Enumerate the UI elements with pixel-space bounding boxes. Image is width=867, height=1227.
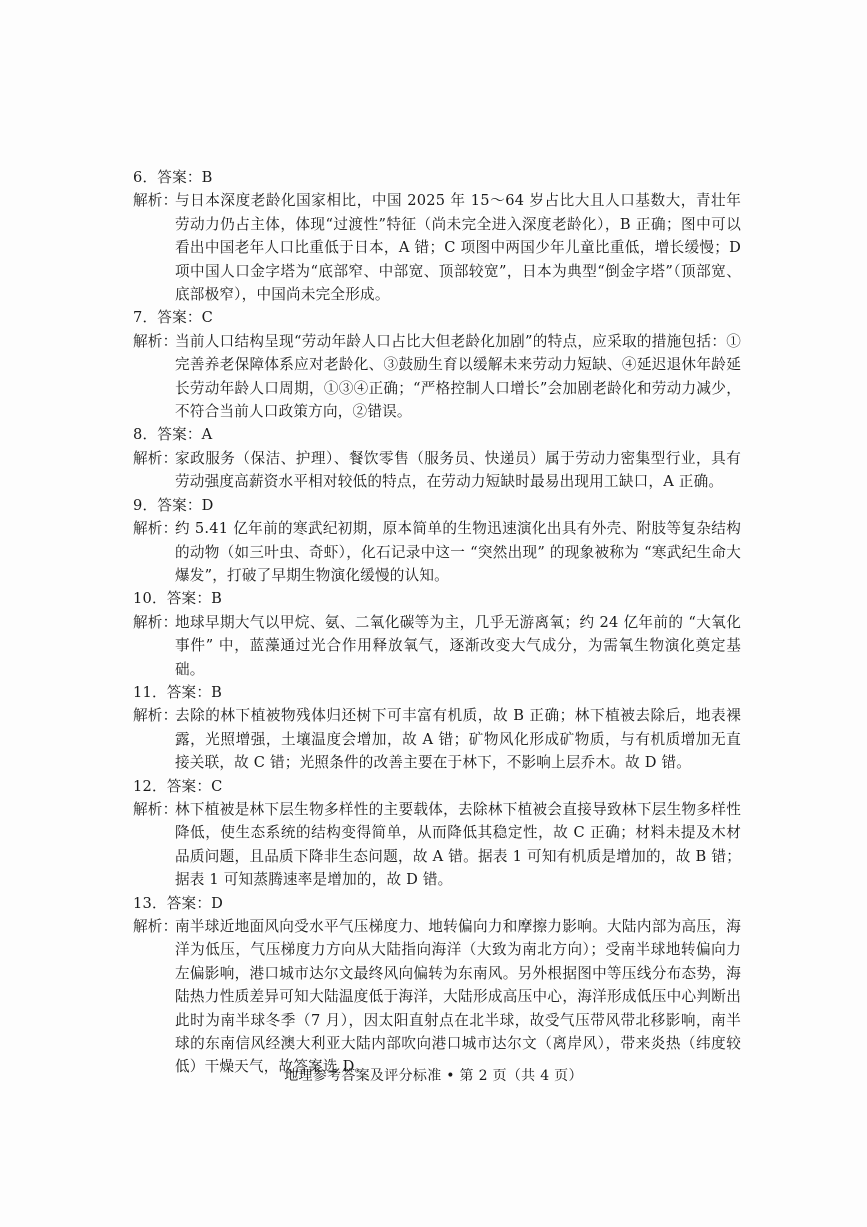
explanation — [133, 330, 741, 424]
answer-item — [133, 166, 741, 306]
explanation-text: 去除的林下植被物残体归还树下可丰富有机质，故 B 正确；林下植被去除后，地表裸露，光照增强，土壤温度会增加，故 A 错；矿物风化形成矿物质，与有机质增加无直接关联，故 C 错；光照条件的改善主要在于林下，不影响上层乔木。故 D 错。 — [175, 707, 741, 772]
answer-key: 9．答案：D — [133, 496, 214, 514]
explanation-text: 当前人口结构呈现“劳动年龄人口占比大但老龄化加剧”的特点，应采取的措施包括：①完善养老保障体系应对老龄化、③鼓励生育以缓解未来劳动力短缺、④延迟退休年龄延长劳动年龄人口周期，①③④正确；“严格控制人口增长”会加剧老龄化和劳动力减少，不符合当前人口政策方向，②错误。 — [175, 332, 741, 421]
answer-item — [133, 494, 741, 588]
answer-key: 11．答案：B — [133, 683, 223, 701]
explanation-label: 解析： — [133, 449, 178, 467]
explanation — [133, 517, 741, 587]
explanation — [133, 915, 741, 1079]
explanation — [133, 798, 741, 892]
explanation-label: 解析： — [133, 192, 178, 210]
answer-item — [133, 587, 741, 681]
explanation-label: 解析： — [133, 800, 178, 818]
explanation — [133, 189, 741, 306]
explanation-text: 约 5.41 亿年前的寒武纪初期，原本简单的生物迅速演化出具有外壳、附肢等复杂结构的动物（如三叶虫、奇虾），化石记录中这一 “突然出现” 的现象被称为 “寒武纪生命大爆发”，打破了早期生物演化缓慢的认知。 — [175, 520, 741, 584]
answer-item — [133, 423, 741, 493]
answer-key: 8．答案：A — [133, 426, 213, 444]
explanation-label: 解析： — [133, 332, 178, 350]
answer-item — [133, 306, 741, 423]
explanation-text: 地球早期大气以甲烷、氨、二氧化碳等为主，几乎无游离氧；约 24 亿年前的 “大氧化事件” 中，蓝藻通过光合作用释放氧气，逐渐改变大气成分，为需氧生物演化奠定基础。 — [175, 613, 741, 678]
explanation-text: 与日本深度老龄化国家相比，中国 2025 年 15～64 岁占比大且人口基数大，青壮年劳动力仍占主体，体现“过渡性”特征（尚未完全进入深度老龄化），B 正确；图中可以看出中国老年人口比重低于日本，A 错；C 项图中两国少年儿童比重低，增长缓慢；D 项中国人口金字塔为“底部窄、中部宽、顶部较宽”，日本为典型“倒金字塔”（顶部宽、底部极窄），中国尚未完全形成。 — [175, 192, 741, 304]
explanation — [133, 704, 741, 774]
page-footer: 地理参考答案及评分标准 • 第 2 页（共 4 页） — [284, 1068, 583, 1084]
answer-list — [133, 166, 741, 1079]
answer-key: 13．答案：D — [133, 894, 224, 912]
explanation-text: 南半球近地面风向受水平气压梯度力、地转偏向力和摩擦力影响。大陆内部为高压，海洋为低压，气压梯度力方向从大陆指向海洋（大致为南北方向）；受南半球地转偏向力左偏影响，港口城市达尔文最终风向偏转为东南风。另外根据图中等压线分布态势，海陆热力性质差异可知大陆温度低于海洋，大陆形成高压中心，海洋形成低压中心判断出此时为南半球冬季（7 月），因太阳直射点在北半球，故受气压带风带北移影响，南半球的东南信风经澳大利亚大陆内部吹向港口城市达尔文（离岸风），带来炎热（纬度较低）干燥天气，故答案选 D。 — [175, 918, 741, 1076]
explanation-text: 家政服务（保洁、护理）、餐饮零售（服务员、快递员）属于劳动力密集型行业，具有劳动强度高薪资水平相对较低的特点，在劳动力短缺时最易出现用工缺口，A 正确。 — [175, 449, 741, 491]
answer-key: 7．答案：C — [133, 309, 214, 327]
answer-key: 6．答案：B — [133, 169, 213, 186]
explanation-label: 解析： — [133, 707, 178, 725]
explanation-text: 林下植被是林下层生物多样性的主要载体，去除林下植被会直接导致林下层生物多样性降低，使生态系统的结构变得简单，从而降低其稳定性，故 C 正确；材料未提及木材品质问题，且品质下降非生态问题，故 A 错。据表 1 可知有机质是增加的，故 B 错；据表 1 可知蒸腾速率是增加的，故 D 错。 — [175, 800, 741, 889]
answer-item — [133, 681, 741, 775]
answer-item — [133, 775, 741, 892]
explanation-label: 解析： — [133, 613, 178, 631]
explanation-label: 解析： — [133, 918, 178, 935]
explanation — [133, 447, 741, 494]
answer-key: 10．答案：B — [133, 590, 223, 608]
explanation-label: 解析： — [133, 520, 178, 538]
explanation — [133, 611, 741, 681]
answer-key: 12．答案：C — [133, 777, 223, 795]
answer-item — [133, 892, 741, 1079]
